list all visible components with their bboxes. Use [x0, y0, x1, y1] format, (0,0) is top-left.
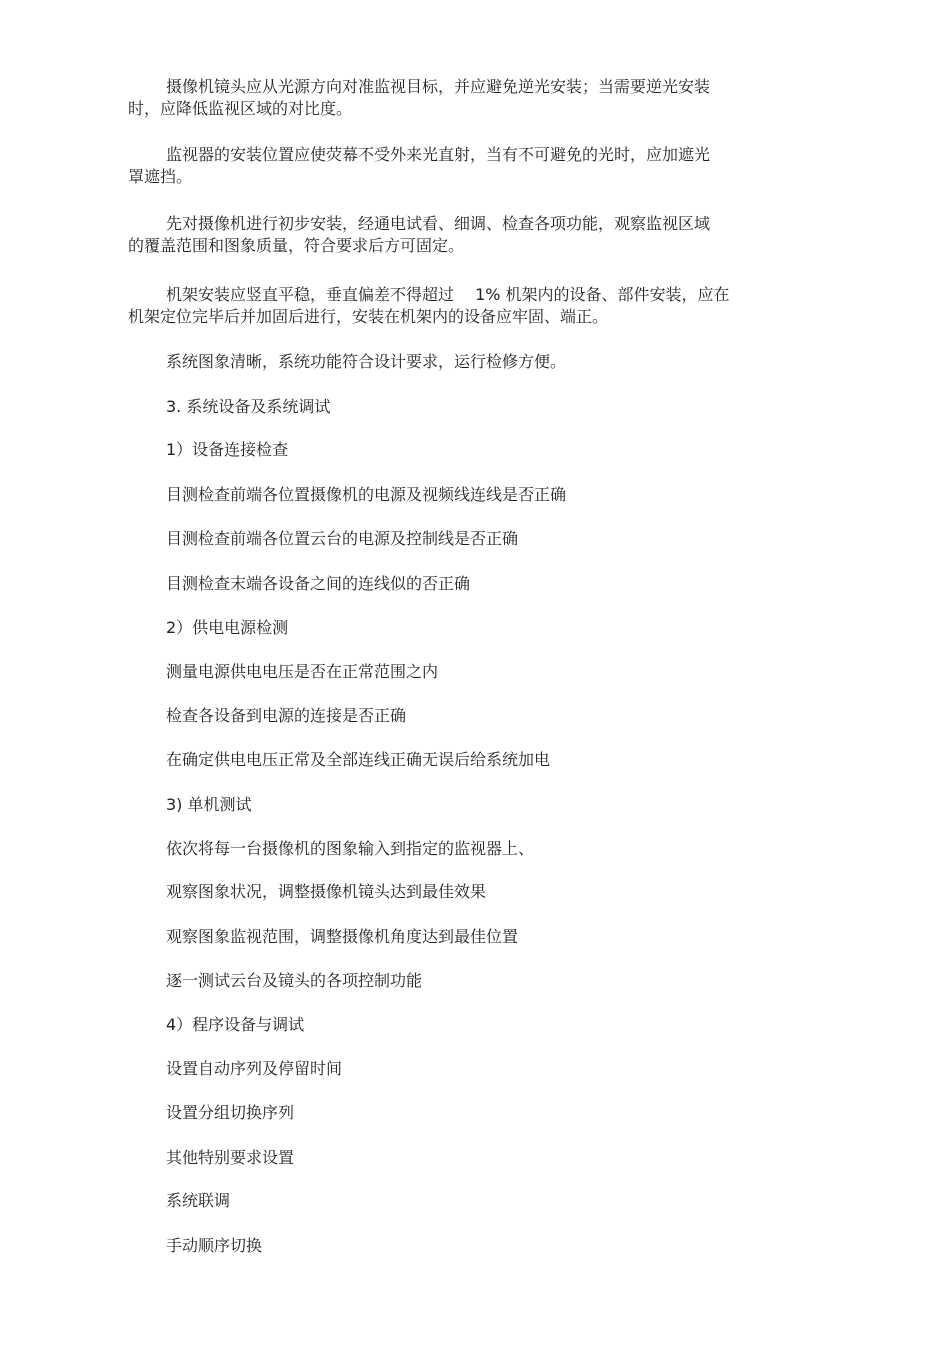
paragraph-line: 监视器的安装位置应使荧幕不受外来光直射，当有不可避免的光时，应加遮光	[166, 145, 711, 164]
paragraph-camera-lens	[128, 76, 808, 120]
subsection-heading: 3) 单机测试	[166, 795, 252, 814]
list-item: 测量电源供电电压是否在正常范围之内	[166, 662, 439, 681]
paragraph-line: 摄像机镜头应从光源方向对准监视目标，并应避免逆光安装；当需要逆光安装	[166, 77, 711, 96]
list-item: 设置分组切换序列	[166, 1103, 295, 1122]
paragraph-initial-install	[128, 213, 808, 257]
text-line: 系统图象清晰，系统功能符合设计要求，运行检修方便。	[166, 352, 567, 371]
paragraph-line: 罩遮挡。	[128, 167, 193, 186]
subsection-heading: 1）设备连接检查	[166, 440, 289, 459]
list-item: 目测检查末端各设备之间的连线似的否正确	[166, 574, 471, 593]
paragraph-line: 时，应降低监视区域的对比度。	[128, 99, 353, 118]
paragraph-line: 机架定位完毕后并加固后进行，安装在机架内的设备应牢固、端正。	[128, 307, 609, 326]
list-item: 系统联调	[166, 1191, 231, 1210]
list-item: 目测检查前端各位置摄像机的电源及视频线连线是否正确	[166, 485, 567, 504]
subsection-heading: 4）程序设备与调试	[166, 1015, 305, 1034]
paragraph-monitor-position	[128, 144, 808, 188]
paragraph-line: 机架安装应竖直平稳，垂直偏差不得超过 1% 机架内的设备、部件安装，应在	[166, 285, 730, 304]
paragraph-line: 的覆盖范围和图象质量，符合要求后方可固定。	[128, 236, 465, 255]
paragraph-rack-install	[128, 284, 808, 328]
list-item: 逐一测试云台及镜头的各项控制功能	[166, 971, 423, 990]
list-item: 其他特别要求设置	[166, 1148, 295, 1167]
list-item: 手动顺序切换	[166, 1236, 263, 1255]
list-item: 观察图象监视范围，调整摄像机角度达到最佳位置	[166, 927, 519, 946]
paragraph-line: 先对摄像机进行初步安装，经通电试看、细调、检查各项功能，观察监视区域	[166, 214, 711, 233]
list-item: 依次将每一台摄像机的图象输入到指定的监视器上、	[166, 839, 535, 858]
list-item: 观察图象状况，调整摄像机镜头达到最佳效果	[166, 882, 487, 901]
list-item: 设置自动序列及停留时间	[166, 1059, 343, 1078]
section-heading: 3. 系统设备及系统调试	[166, 397, 331, 416]
list-item: 在确定供电电压正常及全部连线正确无误后给系统加电	[166, 750, 551, 769]
list-item: 目测检查前端各位置云台的电源及控制线是否正确	[166, 529, 519, 548]
subsection-heading: 2）供电电源检测	[166, 618, 289, 637]
list-item: 检查各设备到电源的连接是否正确	[166, 706, 407, 725]
